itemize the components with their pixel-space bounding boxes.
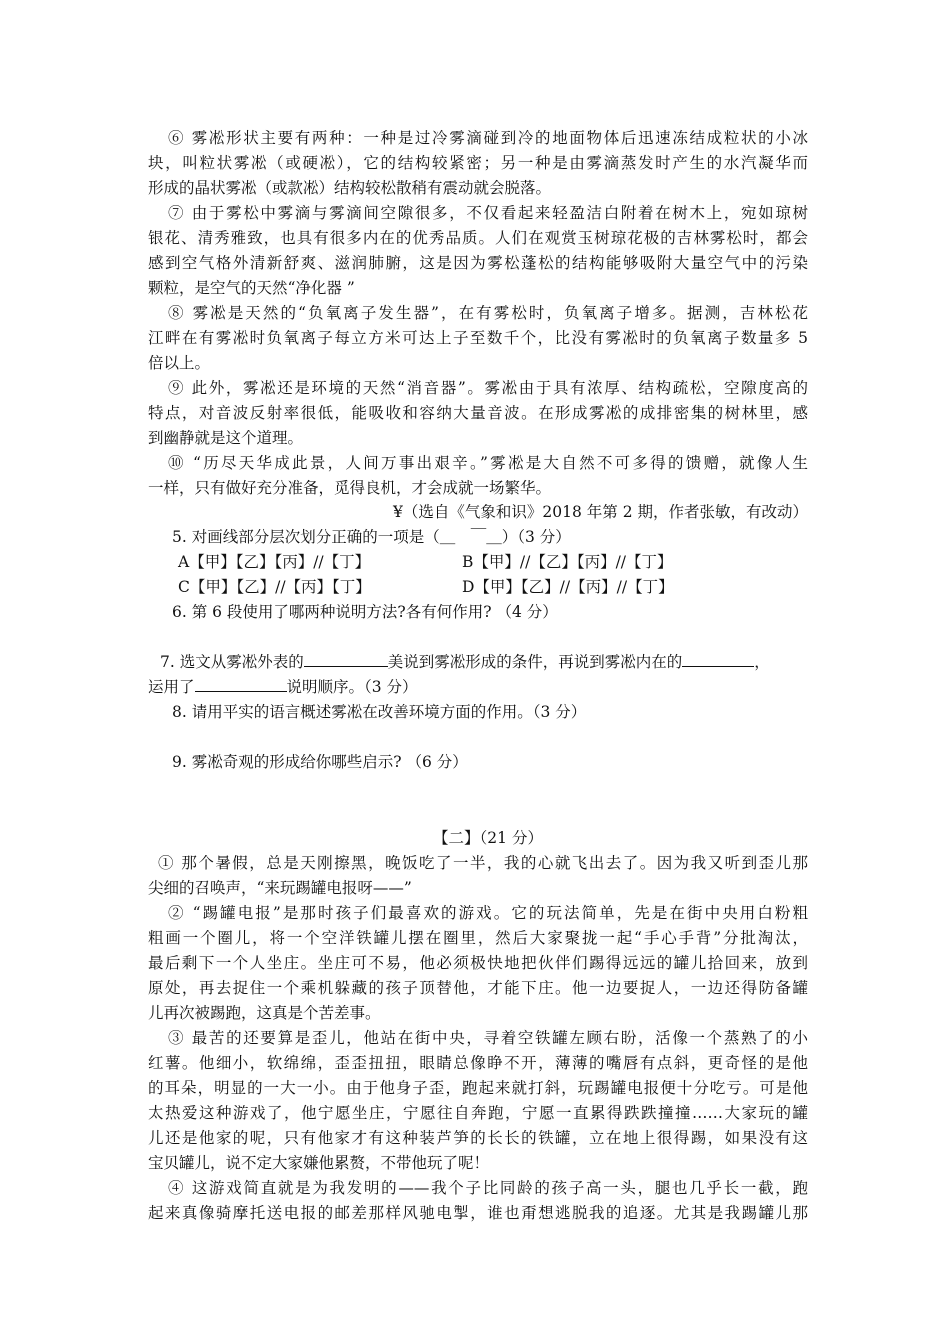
para8-line3: 倍以上。 (148, 354, 211, 372)
p2-para4-line2: 起来真像骑摩托送电报的邮差那样风驰电掣，谁也甭想逃脱我的追逐。尤其是我踢罐儿那 (148, 1204, 808, 1222)
q7-text-3: ， (754, 653, 770, 671)
p2-para2-line1: ② “踢罐电报”是那时孩子们最喜欢的游戏。它的玩法简单，先是在街中央用白粉粗 (168, 904, 808, 922)
q7-text-1: 7. 选文从雾凇外表的 (160, 653, 304, 671)
para10-line1: ⑩ “历尽天华成此景，人间万事出艰辛。”雾凇是大自然不可多得的馈赠，就像人生 (168, 454, 808, 472)
passage-source: ¥（选自《气象和识》2018 年第 2 期，作者张敏，有改动） (393, 503, 808, 521)
question-7-line2 (148, 675, 418, 699)
p2-para3-line2: 红薯。他细小，软绵绵，歪歪扭扭，眼睛总像睁不开，薄薄的嘴唇有点斜，更奇怪的是他 (148, 1054, 808, 1072)
question-7-line1 (160, 650, 770, 674)
para7-line3: 感到空气格外清新舒爽、滋润肺腑，这是因为雾松蓬松的结构能够吸附大量空气中的污染 (148, 254, 808, 272)
p2-para3-line3: 的耳朵，明显的一大一小。由于他身子歪，跑起来就打斜，玩踢罐电报便十分吃亏。可是他 (148, 1079, 808, 1097)
para7-line1: ⑦ 由于雾松中雾滴与雾滴间空隙很多，不仅看起来轻盈洁白附着在树木上，宛如琼树 (168, 204, 808, 222)
p2-para4-line1: ④ 这游戏简直就是为我发明的——我个子比同龄的孩子高一头，腿也几乎长一截，跑 (168, 1179, 808, 1197)
p2-para2-line5: 儿再次被踢跑，这真是个苦差事。 (148, 1004, 381, 1022)
question-8: 8. 请用平实的语言概述雾凇在改善环境方面的作用。（3 分） (172, 703, 587, 721)
q7-blank-3[interactable] (195, 675, 287, 692)
question-9: 9. 雾凇奇观的形成给你哪些启示? （6 分） (172, 753, 468, 771)
p2-para1-line1: ① 那个暑假，总是天刚擦黑，晚饭吃了一半，我的心就飞出去了。因为我又听到歪儿那 (158, 854, 808, 872)
para8-line2: 江畔在有雾凇时负氧离子每立方米可达上子至数千个，比没有雾凇时的负氧离子数量多 5 (148, 329, 808, 347)
para10-line2: 一样，只有做好充分准备，觅得良机，才会成就一场繁华。 (148, 479, 552, 497)
q7-blank-2[interactable] (682, 650, 754, 667)
p2-para3-line1: ③ 最苦的还要算是歪儿，他站在街中央，寻着空铁罐左顾右盼，活像一个蒸熟了的小 (168, 1029, 808, 1047)
p2-para2-line2: 粗画一个圈儿，将一个空洋铁罐儿摆在圈里，然后大家聚拢一起“手心手背”分批淘汰， (148, 929, 808, 947)
p2-para3-line4: 太热爱这种游戏了，他宁愿坐庄，宁愿往自奔跑，宁愿一直累得跌跌撞撞……大家玩的罐 (148, 1104, 808, 1122)
p2-para1-line2: 尖细的召唤声，“来玩踢罐电报呀——” (148, 879, 412, 897)
q7-blank-1[interactable] (304, 650, 388, 667)
para6-line2: 块，叫粒状雾凇（或硬凇），它的结构较紧密；另一种是由雾滴蒸发时产生的水汽凝华而 (148, 154, 808, 172)
para6-line1: ⑥ 雾凇形状主要有两种：一种是过冷雾滴碰到冷的地面物体后迅速冻结成粒状的小冰 (168, 129, 808, 147)
para8-line1: ⑧ 雾凇是天然的“负氧离子发生器”，在有雾松时，负氧离子增多。据测，吉林松花 (168, 304, 808, 322)
para9-line2: 特点，对音波反射率很低，能吸收和容纳大量音波。在形成雾凇的成排密集的树林里，感 (148, 404, 808, 422)
para9-line3: 到幽静就是这个道理。 (148, 429, 304, 447)
p2-para3-line5: 儿还是他家的呢，只有他家才有这种装芦笋的长长的铁罐，立在地上很得踢，如果没有这 (148, 1129, 808, 1147)
q5-option-a[interactable]: A【甲】【乙】【丙】//【丁】 (178, 553, 371, 571)
question-6: 6. 第 6 段使用了哪两种说明方法?各有何作用? （4 分） (172, 603, 558, 621)
p2-para2-line4: 原处，再去捉住一个乘机躲藏的孩子顶替他，才能下庄。他一边要捉人，一边还得防备罐 (148, 979, 808, 997)
q5-option-c[interactable]: C【甲】【乙】//【丙】【丁】 (178, 578, 371, 596)
q5-option-b[interactable]: B【甲】//【乙】【丙】//【丁】 (462, 553, 673, 571)
q7-text-5: 说明顺序。（3 分） (286, 678, 418, 696)
para7-line2: 银花、清秀雅致，也具有很多内在的优秀品质。人们在观赏玉树琼花极的吉林雾松时，都会 (148, 229, 808, 247)
para7-line4: 颗粒，是空气的天然“净化器 ” (148, 279, 355, 297)
para9-line1: ⑨ 此外，雾凇还是环境的天然“消音器”。雾凇由于具有浓厚、结构疏松，空隙度高的 (168, 379, 808, 397)
p2-para2-line3: 最后剩下一个人坐庄。坐庄可不易，他必须极快地把伙伴们踢得远远的罐儿拾回来，放到 (148, 954, 808, 972)
para6-line3: 形成的晶状雾凇（或款凇）结构较松散稍有震动就会脱落。 (148, 179, 552, 197)
q7-text-4: 运用了 (148, 678, 195, 696)
section-2-heading: 【二】（21 分） (433, 829, 543, 847)
q5-option-d[interactable]: D【甲】【乙】//【丙】//【丁】 (462, 578, 674, 596)
p2-para3-line6: 宝贝罐儿，说不定大家嫌他累赘，不带他玩了呢！ (148, 1154, 490, 1172)
q7-text-2: 美说到雾凇形成的条件，再说到雾凇内在的 (387, 653, 683, 671)
question-5: 5. 对画线部分层次划分正确的一项是（＿ ￣＿）（3 分） (172, 528, 571, 546)
